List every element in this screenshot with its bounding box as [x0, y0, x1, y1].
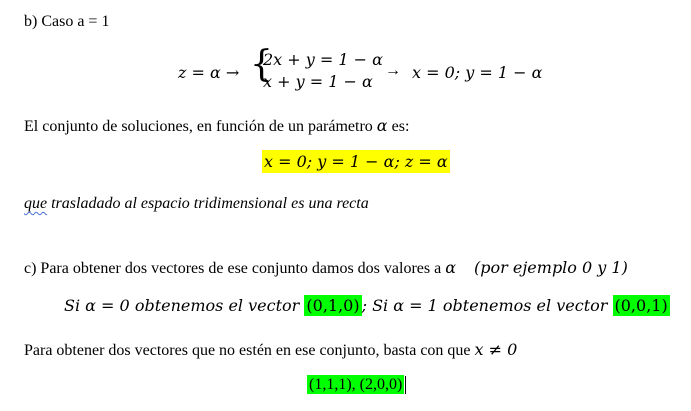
vector-highlight-2: (0,0,1) [614, 296, 668, 315]
condition-math: x ≠ 0 [474, 340, 518, 359]
system-row-1: 2x + y = 1 − α [263, 50, 383, 69]
vectors-line [64, 296, 670, 315]
section-c-line [24, 258, 628, 278]
example-paren: (por ejemplo 0 y 1) [474, 258, 628, 277]
arrow: → [385, 62, 401, 79]
result-vectors [307, 376, 406, 394]
section-c-text: c) Para obtener dos vectores de ese conjunto damos dos valores a [24, 260, 442, 277]
system-brace: { [250, 44, 273, 85]
solution-set [262, 152, 450, 171]
condition-text: Para obtener dos vectores que no estén en ese conjunto, basta con que [24, 342, 471, 359]
vector-highlight-1: (0,1,0) [306, 296, 360, 315]
section-b-heading: b) Caso a = 1 [24, 13, 110, 30]
eq-result: x = 0; y = 1 − α [412, 63, 543, 82]
eq-lhs: z = α → [178, 63, 240, 82]
condition-line [24, 340, 517, 360]
spellcheck-word: que [24, 195, 48, 212]
recta-note [24, 195, 369, 213]
system-row-2: x + y = 1 − α [263, 72, 373, 91]
solutions-text: El conjunto de soluciones, en función de un parámetro [24, 118, 373, 135]
solutions-paragraph [24, 116, 409, 136]
vector-text-1: Si α = 0 obtenemos el vector [64, 296, 300, 315]
alpha-symbol: α [376, 116, 388, 135]
solution-highlight: x = 0; y = 1 − α; z = α [264, 152, 448, 171]
vector-text-2: ; Si α = 1 obtenemos el vector [361, 296, 608, 315]
result-vectors-highlight: (1,1,1), (2,0,0) [309, 376, 403, 393]
solutions-text-end: es: [391, 118, 410, 135]
text-cursor [405, 376, 406, 394]
recta-note-text: trasladado al espacio tridimensional es una recta [47, 195, 369, 212]
alpha-symbol-c: α [445, 258, 457, 277]
